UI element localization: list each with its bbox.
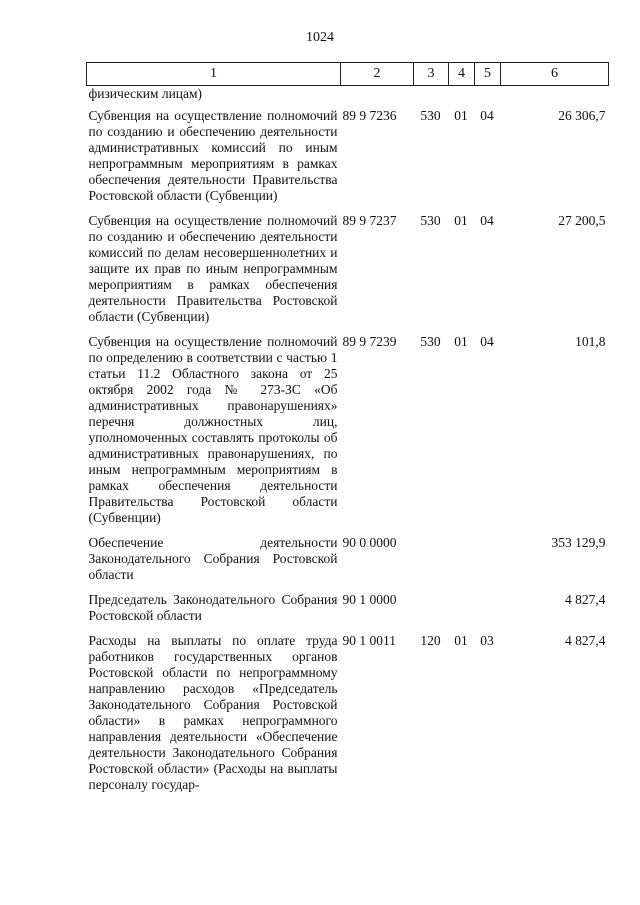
table-row (87, 633, 609, 802)
row-amount: 26 306,7 (558, 108, 606, 123)
row-section: 01 (454, 108, 468, 123)
table-row (87, 592, 609, 633)
row-section (449, 592, 475, 633)
row-section (449, 86, 475, 109)
row-code: 89 9 7236 (342, 108, 397, 123)
row-section: 01 (454, 334, 468, 349)
row-name: физическим лицам) (88, 86, 203, 101)
row-code: 90 0 0000 (342, 535, 397, 550)
row-type: 530 (420, 108, 441, 123)
row-amount: 4 827,4 (565, 592, 606, 607)
table-header-row (87, 63, 609, 86)
row-amount: 27 200,5 (558, 213, 606, 228)
header-col-2: 2 (341, 63, 414, 86)
header-col-6: 6 (501, 63, 609, 86)
row-subsection (475, 86, 501, 109)
row-subsection: 04 (480, 334, 494, 349)
row-type: 530 (420, 334, 441, 349)
row-section (449, 535, 475, 592)
page-number: 1024 (306, 30, 334, 45)
row-name: Обеспечение деятельности Законодательного Собрания Ростовской области (88, 535, 338, 582)
row-subsection: 03 (480, 633, 494, 648)
row-name: Субвенция на осуществление полномочий по определению в соответствии с частью 1 статьи 11.2 Областного закона от 25 октября 2002 года № 273-ЗС «Об административных правонарушениях» перечня должностных лиц, уполномоченных составлять протоколы об административных правонарушениях, по иным непрограммным мероприятиям в рамках обеспечения деятельности Правительства Ростовской области (Субвенции) (88, 334, 338, 525)
row-subsection: 04 (480, 213, 494, 228)
row-subsection: 04 (480, 108, 494, 123)
row-name: Субвенция на осуществление полномочий по созданию и обеспечению деятельности комиссий по делам несовершеннолетних и защите их прав по иным непрограммным мероприятиям в рамках обеспечения деятельности Правительства Ростовской области (Субвенции) (88, 213, 338, 324)
row-type (414, 592, 449, 633)
header-col-1: 1 (87, 63, 341, 86)
row-type: 530 (420, 213, 441, 228)
row-amount: 101,8 (575, 334, 606, 349)
row-type: 120 (420, 633, 441, 648)
header-col-5: 5 (475, 63, 501, 86)
budget-table (86, 62, 609, 802)
table-row (87, 108, 609, 213)
row-subsection (475, 535, 501, 592)
row-type (414, 535, 449, 592)
row-amount: 4 827,4 (565, 633, 606, 648)
table-row (87, 535, 609, 592)
row-amount (501, 86, 609, 109)
row-code: 90 1 0000 (342, 592, 397, 607)
table-row (87, 213, 609, 334)
header-col-3: 3 (414, 63, 449, 86)
row-code: 90 1 0011 (342, 633, 396, 648)
row-code (341, 86, 414, 109)
row-name: Субвенция на осуществление полномочий по созданию и обеспечению деятельности административных комиссий по иным непрограммным мероприятиям в рамках обеспечения деятельности Правительства Ростовской области (Субвенции) (88, 108, 338, 203)
header-col-4: 4 (449, 63, 475, 86)
row-amount: 353 129,9 (551, 535, 606, 550)
row-name: Расходы на выплаты по оплате труда работников государственных органов Ростовской области по непрограммному направлению расходов «Председатель Законодательного Собрания Ростовской области» в рамках непрограммного направления деятельности «Обеспечение деятельности Законодательного Собрания Ростовской области» (Расходы на выплаты персоналу государ- (88, 633, 338, 792)
row-section: 01 (454, 213, 468, 228)
row-subsection (475, 592, 501, 633)
row-code: 89 9 7237 (342, 213, 397, 228)
row-code: 89 9 7239 (342, 334, 397, 349)
table-row (87, 334, 609, 535)
row-type (414, 86, 449, 109)
table-row (87, 86, 609, 109)
row-section: 01 (454, 633, 468, 648)
row-name: Председатель Законодательного Собрания Ростовской области (88, 592, 338, 623)
